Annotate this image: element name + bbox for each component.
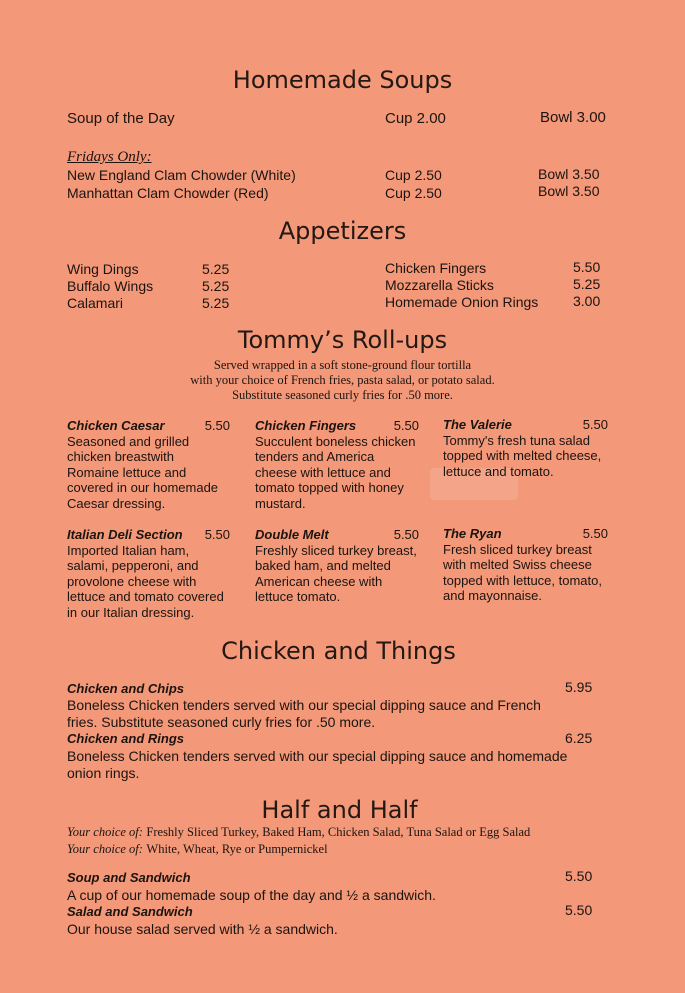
chowder-bowl: Bowl 3.50 (538, 183, 600, 199)
appetizer-name: Chicken Fingers (385, 260, 487, 276)
soup-of-day-cup: Cup 2.00 (385, 110, 446, 127)
rollup-price: 5.50 (393, 527, 419, 542)
chicken-item-name: Chicken and Rings (67, 731, 185, 746)
rollup-desc: lettuce tomato. (255, 589, 341, 605)
rollups-subtitle: Substitute seasoned curly fries for .50 more. (232, 388, 453, 402)
appetizer-name: Homemade Onion Rings (385, 294, 539, 310)
rollup-price: 5.50 (204, 527, 230, 542)
appetizer-price: 5.25 (202, 278, 230, 294)
rollup-desc: chicken breastwith (67, 449, 174, 465)
half-item-name: Salad and Sandwich (67, 904, 193, 919)
chowder-cup: Cup 2.50 (385, 167, 442, 183)
rollup-desc: salami, pepperoni, and (67, 558, 199, 574)
chicken-title: Chicken and Things (221, 637, 456, 665)
rollup-item (443, 526, 608, 604)
half-item-desc: Our house salad served with ½ a sandwich. (67, 921, 338, 937)
rollup-desc: tenders and America (255, 449, 375, 465)
soups-title: Homemade Soups (232, 66, 453, 94)
choice-options: White, Wheat, Rye or Pumpernickel (146, 842, 328, 856)
rollup-name: Chicken Caesar (67, 418, 165, 433)
rollup-name: Chicken Fingers (255, 418, 357, 433)
choice-options: Freshly Sliced Turkey, Baked Ham, Chicken Salad, Tuna Salad or Egg Salad (146, 825, 531, 839)
choice-line (67, 825, 530, 840)
rollup-desc: with melted Swiss cheese (443, 557, 592, 573)
rollups-subtitle: Served wrapped in a soft stone-ground flour tortilla (213, 358, 472, 372)
chicken-item-desc: onion rings. (67, 765, 140, 781)
appetizer-name: Calamari (67, 295, 124, 311)
rollup-desc: cheese with lettuce and (255, 464, 391, 480)
rollup-desc: and mayonnaise. (443, 588, 543, 604)
chicken-item-name: Chicken and Chips (67, 681, 185, 696)
rollup-desc: in our Italian dressing. (67, 604, 195, 620)
rollup-desc: Caesar dressing. (67, 495, 166, 511)
chicken-item-price: 6.25 (565, 730, 593, 746)
rollup-item (255, 418, 419, 512)
appetizer-name: Buffalo Wings (67, 278, 154, 294)
half-item-name: Soup and Sandwich (67, 870, 191, 885)
choice-line (67, 842, 328, 857)
rollup-item (443, 417, 608, 479)
chowder-name: Manhattan Clam Chowder (Red) (67, 185, 269, 201)
soup-of-day-bowl: Bowl 3.00 (540, 109, 606, 126)
rollup-price: 5.50 (582, 526, 608, 541)
rollup-desc: Romaine lettuce and (67, 464, 187, 480)
soup-of-day-name: Soup of the Day (67, 110, 175, 127)
rollup-desc: baked ham, and melted (255, 558, 391, 574)
chicken-item-desc: Boneless Chicken tenders served with our special dipping sauce and homemade (67, 748, 568, 764)
half-title: Half and Half (261, 796, 418, 824)
rollup-desc: Fresh sliced turkey breast (443, 541, 592, 557)
rollup-desc: Freshly sliced turkey breast, (255, 542, 417, 558)
chicken-item-price: 5.95 (565, 679, 593, 695)
fridays-only-label: Fridays Only: (67, 149, 152, 165)
rollup-name: The Ryan (443, 526, 502, 541)
rollup-desc: mustard. (255, 495, 306, 511)
choice-label: Your choice of: (67, 825, 143, 839)
half-item-price: 5.50 (565, 868, 593, 884)
rollup-desc: Imported Italian ham, (67, 542, 190, 558)
rollup-name: Italian Deli Section (67, 527, 183, 542)
rollup-desc: tomato topped with honey (255, 480, 404, 496)
rollup-item (67, 418, 230, 512)
appetizer-price: 5.50 (573, 259, 601, 275)
rollup-price: 5.50 (204, 418, 230, 433)
rollup-name: Double Melt (255, 527, 329, 542)
rollup-desc: Seasoned and grilled (67, 433, 190, 449)
rollup-item (67, 527, 230, 621)
chowder-cup: Cup 2.50 (385, 185, 442, 201)
half-item-desc: A cup of our homemade soup of the day and ½ a sandwich. (67, 887, 436, 903)
rollup-desc: American cheese with (255, 573, 383, 589)
rollup-desc: lettuce and tomato covered (67, 589, 224, 605)
chowder-bowl: Bowl 3.50 (538, 166, 600, 182)
appetizers-title: Appetizers (278, 217, 407, 245)
rollups-subtitle: with your choice of French fries, pasta salad, or potato salad. (190, 373, 495, 387)
rollup-desc: provolone cheese with (67, 573, 197, 589)
appetizer-price: 5.25 (202, 295, 230, 311)
rollup-desc: topped with melted cheese, (443, 448, 602, 464)
appetizer-price: 5.25 (202, 261, 230, 277)
rollup-name: The Valerie (443, 417, 512, 432)
appetizer-name: Wing Dings (67, 261, 139, 277)
rollup-desc: Succulent boneless chicken (255, 433, 416, 449)
chicken-item-desc: fries. Substitute seasoned curly fries for .50 more. (67, 714, 376, 730)
rollup-desc: topped with lettuce, tomato, (443, 572, 602, 588)
rollups-title: Tommy’s Roll-ups (237, 326, 448, 354)
choice-label: Your choice of: (67, 842, 143, 856)
chowder-name: New England Clam Chowder (White) (67, 167, 296, 183)
rollup-price: 5.50 (393, 418, 419, 433)
appetizer-price: 5.25 (573, 276, 601, 292)
appetizer-name: Mozzarella Sticks (385, 277, 494, 293)
chicken-item-desc: Boneless Chicken tenders served with our special dipping sauce and French (67, 697, 541, 713)
rollup-desc: covered in our homemade (67, 480, 219, 496)
rollup-item (255, 527, 419, 605)
rollup-price: 5.50 (582, 417, 608, 432)
rollup-desc: Tommy's fresh tuna salad (443, 432, 590, 448)
rollup-desc: lettuce and tomato. (443, 463, 554, 479)
appetizer-price: 3.00 (573, 293, 601, 309)
half-item-price: 5.50 (565, 902, 593, 918)
